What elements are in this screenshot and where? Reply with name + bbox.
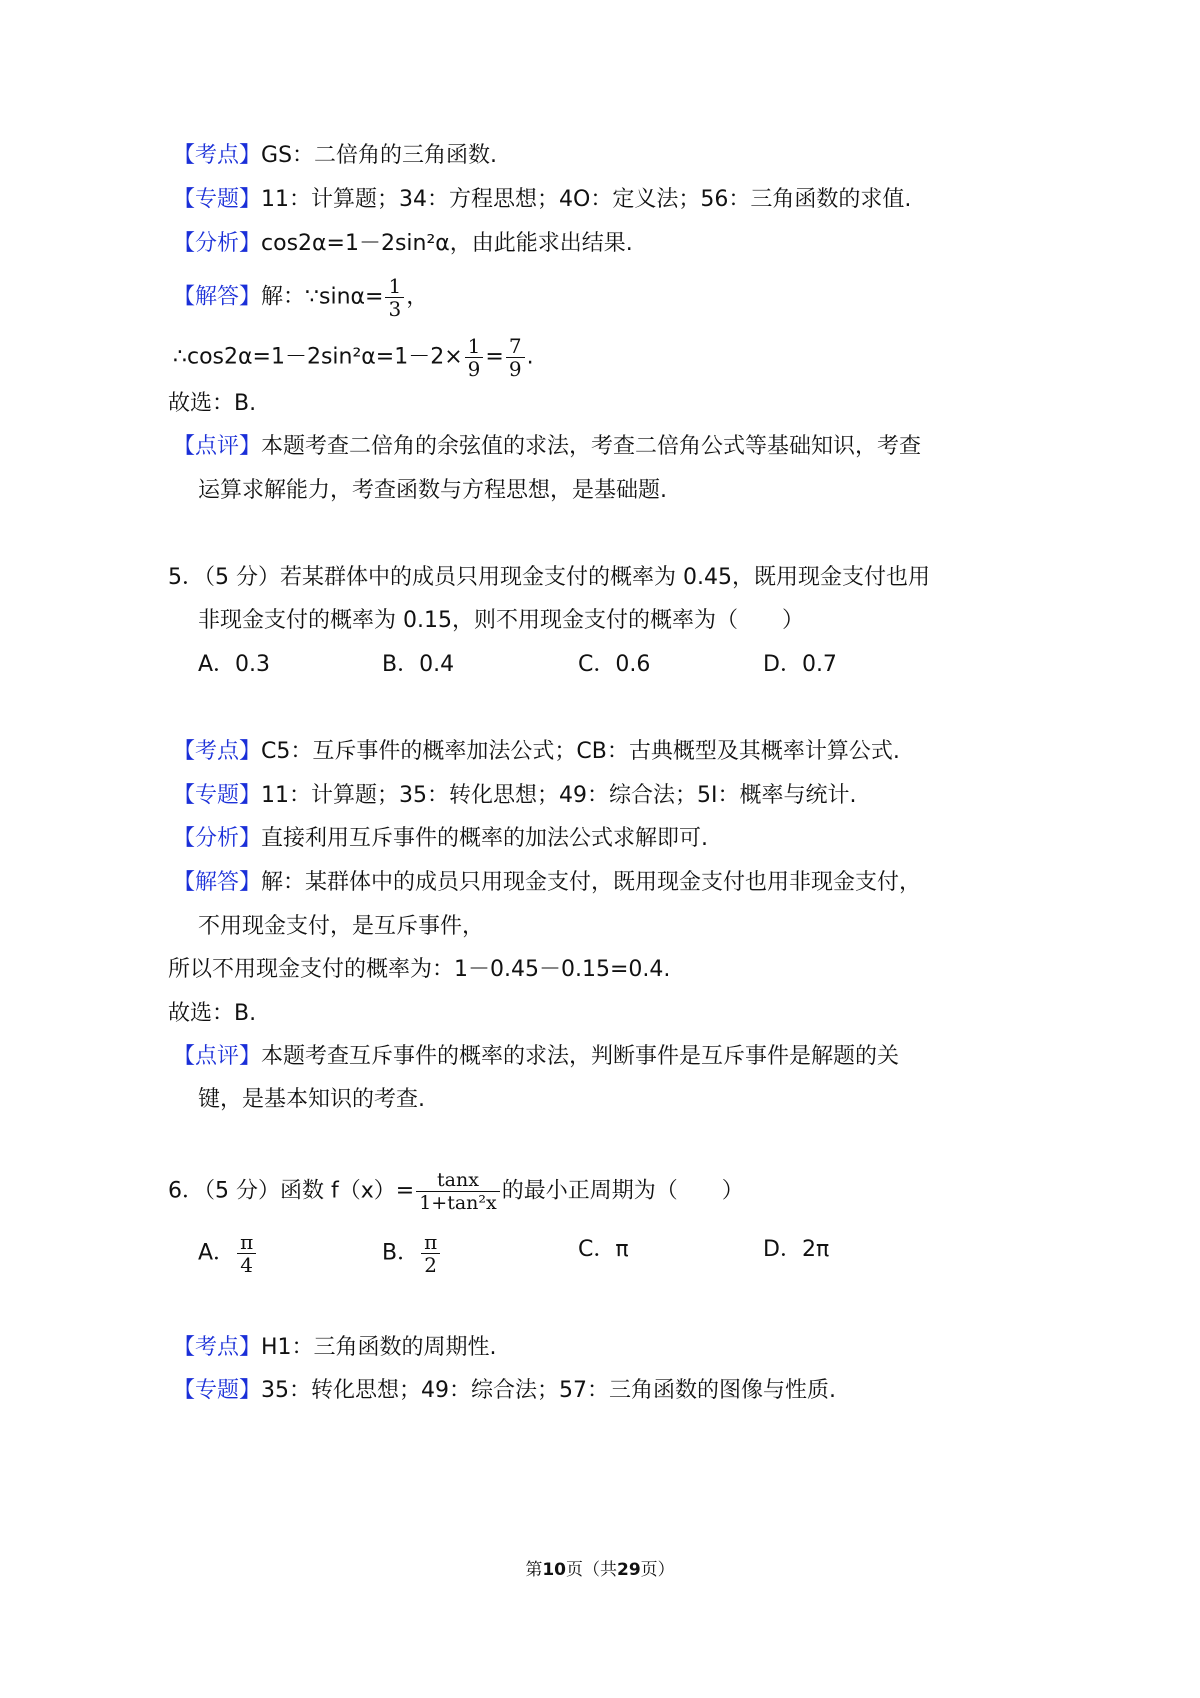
kaodian-tag: 【考点】 (173, 739, 262, 764)
option-d-6: D．2π (763, 1237, 830, 1262)
equals-sign: = (485, 344, 504, 370)
zhuanti-tag: 【专题】 (173, 187, 262, 212)
fenxi-text: cos2α=1－2sin²α，由此能求出结果. (261, 231, 633, 256)
question-6-stem (168, 1169, 744, 1214)
dianping-text: 本题考查二倍角的余弦值的求法，考查二倍角公式等基础知识，考查 (261, 434, 922, 459)
footer-middle: 页（共 (566, 1560, 617, 1580)
fraction-pi-over-4 (237, 1231, 256, 1276)
jieda-result: 所以不用现金支付的概率为：1－0.45－0.15=0.4. (168, 957, 671, 982)
jieda-tag: 【解答】 (173, 284, 262, 310)
fraction-numerator: 1 (467, 334, 481, 358)
fraction-denominator: 2 (421, 1253, 440, 1276)
dianping-line-4 (173, 432, 921, 462)
zhuanti-line-4 (173, 185, 911, 215)
option-c: C．0.6 (578, 652, 651, 677)
dianping-text-cont: 键，是基本知识的考查. (198, 1087, 425, 1112)
dianping-cont-4 (198, 476, 667, 506)
jieda-text-cont: 不用现金支付，是互斥事件， (198, 914, 485, 939)
option-label: A． (198, 1240, 236, 1266)
fraction-pi-over-2 (421, 1231, 440, 1276)
option-a: A．0.3 (198, 652, 271, 677)
question-6-stem-pre: 6．（5 分）函数 f（x）= (168, 1178, 415, 1204)
page-number: 10 (542, 1560, 566, 1580)
fraction-numerator: π (424, 1230, 438, 1254)
dianping-line-5 (173, 1042, 899, 1072)
fenxi-text: 直接利用互斥事件的概率的加法公式求解即可. (261, 826, 709, 851)
zhuanti-text: 11：计算题；35：转化思想；49：综合法；5I：概率与统计. (261, 783, 857, 808)
dianping-text-cont: 运算求解能力，考查函数与方程思想，是基础题. (198, 478, 667, 503)
fraction-denominator: 9 (465, 357, 484, 380)
option-d: D．0.7 (763, 652, 837, 677)
zhuanti-line-5 (173, 781, 856, 811)
footer-prefix: 第 (525, 1560, 543, 1580)
option-c-6: C．π (578, 1237, 629, 1262)
fenxi-tag: 【分析】 (173, 826, 262, 851)
guxuan-line-4 (168, 389, 256, 419)
fraction-numerator: 7 (508, 334, 522, 358)
guxuan-text: 故选：B. (168, 1001, 257, 1026)
function-fraction (416, 1169, 500, 1214)
zhuanti-line-6 (173, 1376, 836, 1406)
jieda-result-5 (168, 955, 670, 985)
zhuanti-tag: 【专题】 (173, 1378, 262, 1403)
option-label: B． (382, 1240, 420, 1266)
kaodian-tag: 【考点】 (173, 1335, 262, 1360)
zhuanti-text: 11：计算题；34：方程思想；4O：定义法；56：三角函数的求值. (261, 187, 912, 212)
fraction-one-third (385, 275, 404, 320)
option-b-6 (382, 1231, 442, 1276)
zhuanti-tag: 【专题】 (173, 783, 262, 808)
jieda-line-5 (173, 868, 921, 898)
jieda-text: 解：某群体中的成员只用现金支付，既用现金支付也用非现金支付， (261, 870, 922, 895)
option-b: B．0.4 (382, 652, 455, 677)
dianping-text: 本题考查互斥事件的概率的求法，判断事件是互斥事件是解题的关 (261, 1044, 900, 1069)
question-5-line-2 (198, 606, 804, 636)
dianping-tag: 【点评】 (173, 434, 262, 459)
question-5-line-1 (168, 563, 930, 593)
kaodian-text: H1：三角函数的周期性. (261, 1335, 497, 1360)
question-6-stem-post: 的最小正周期为（ ） (501, 1178, 744, 1204)
fenxi-line-4 (173, 229, 633, 259)
footer-suffix: 页） (640, 1560, 675, 1580)
kaodian-line-5 (173, 737, 900, 767)
guxuan-line-5 (168, 999, 256, 1029)
fraction-seven-ninths (506, 335, 525, 380)
zhuanti-text: 35：转化思想；49：综合法；57：三角函数的图像与性质. (261, 1378, 836, 1403)
kaodian-tag: 【考点】 (173, 143, 262, 168)
jieda-text: 解：∵sinα= (261, 284, 384, 310)
kaodian-line-6 (173, 1333, 497, 1363)
jieda-tag: 【解答】 (173, 870, 262, 895)
kaodian-text: GS：二倍角的三角函数. (261, 143, 498, 168)
dianping-cont-5 (198, 1085, 425, 1115)
kaodian-line-4 (173, 141, 497, 171)
guxuan-text: 故选：B. (168, 391, 257, 416)
question-5-stem: 5．（5 分）若某群体中的成员只用现金支付的概率为 0.45，既用现金支付也用 (168, 565, 930, 590)
fraction-denominator: 1+tan²x (416, 1191, 500, 1214)
fraction-one-ninth (465, 335, 484, 380)
fenxi-tag: 【分析】 (173, 231, 262, 256)
dianping-tag: 【点评】 (173, 1044, 262, 1069)
fraction-numerator: 1 (388, 274, 402, 298)
option-a-6 (198, 1231, 258, 1276)
fraction-denominator: 4 (237, 1253, 256, 1276)
fraction-denominator: 3 (385, 297, 404, 320)
jieda-line-4 (173, 275, 428, 320)
step-line-4 (173, 335, 534, 380)
fraction-denominator: 9 (506, 357, 525, 380)
fraction-numerator: tanx (437, 1169, 479, 1191)
step-text: ∴cos2α=1－2sin²α=1－2× (173, 344, 463, 370)
page-total: 29 (617, 1560, 641, 1580)
fenxi-line-5 (173, 824, 708, 854)
step-period: . (526, 344, 534, 370)
jieda-punct: ， (406, 284, 429, 310)
question-5-stem-cont: 非现金支付的概率为 0.15，则不用现金支付的概率为（ ） (198, 608, 804, 633)
kaodian-text: C5：互斥事件的概率加法公式；CB：古典概型及其概率计算公式. (261, 739, 900, 764)
page-footer (0, 1555, 1200, 1580)
jieda-cont-5 (198, 912, 484, 942)
fraction-numerator: π (240, 1230, 254, 1254)
